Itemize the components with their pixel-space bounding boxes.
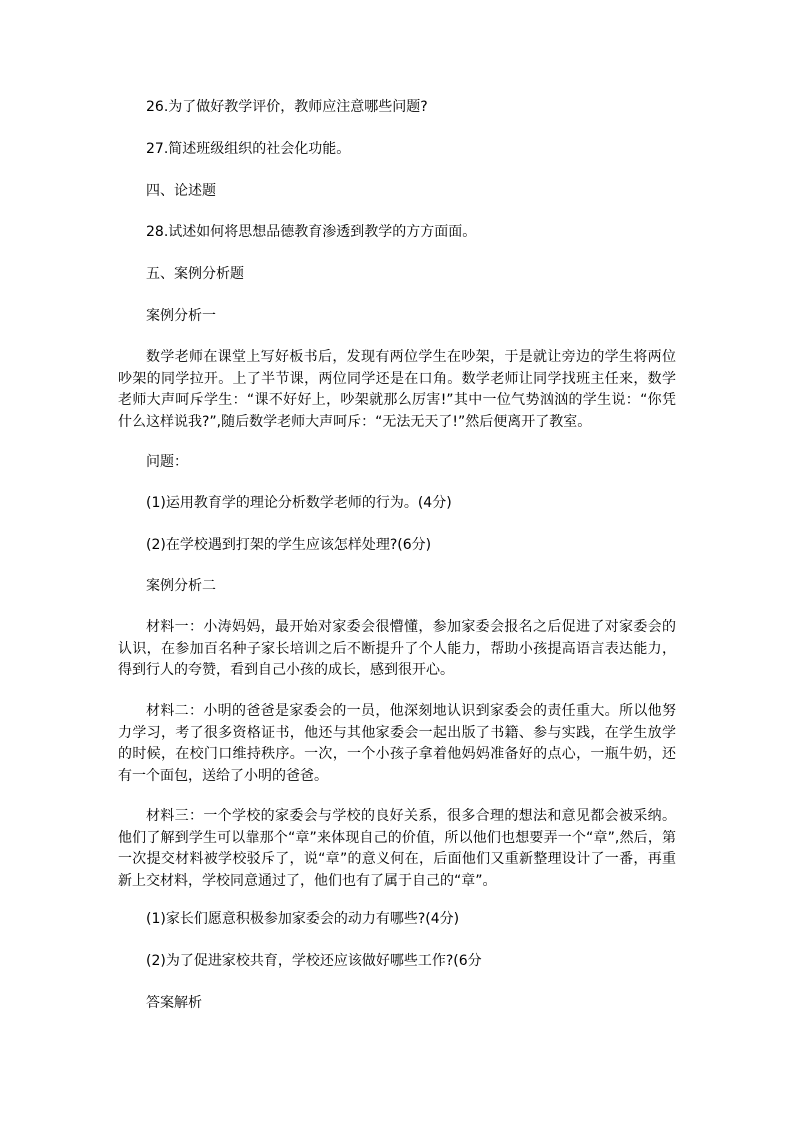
answer-analysis-label: 答案解析 [146, 995, 202, 1011]
questions-label: 问题： [146, 454, 188, 470]
question-26: 26.为了做好教学评价，教师应注意哪些问题? [146, 99, 428, 115]
material-2: 材料二：小明的爸爸是家委会的一员，他深刻地认识到家委会的责任重大。所以他努力学习，考了很多资格证书，他还与其他家委会一起出版了书籍、参与实践，在学生放学的时候，在校门口维持秩序。一次，一个小孩子拿着他妈妈准备好的点心，一瓶牛奶，还有一个面包，送给了小明的爸爸。 [118, 703, 676, 784]
case-1-title: 案例分析一 [146, 308, 216, 324]
material-1: 材料一：小涛妈妈，最开始对家委会很懵懂，参加家委会报名之后促进了对家委会的认识，在参加百名种子家长培训之后不断提升了个人能力，帮助小孩提高语言表达能力，得到行人的夸赞，看到自己小孩的成长，感到很开心。 [118, 619, 676, 678]
question-27: 27.简述班级组织的社会化功能。 [146, 141, 351, 157]
material-3: 材料三：一个学校的家委会与学校的良好关系，很多合理的想法和意见都会被采纳。他们了解到学生可以靠那个“章”来体现自己的价值，所以他们也想要弄一个“章”,然后，第一次提交材料被学校驳斥了，说“章”的意义何在，后面他们又重新整理设计了一番，再重新上交材料，学校同意通过了，他们也有了属于自己的“章”。 [118, 808, 676, 889]
question-28: 28.试述如何将思想品德教育渗透到教学的方方面面。 [146, 224, 477, 240]
case-2-question-2: (2)为了促进家校共育，学校还应该做好哪些工作?(6分 [146, 953, 482, 969]
case-2-title: 案例分析二 [146, 578, 216, 594]
case-1-question-1: (1)运用教育学的理论分析数学老师的行为。(4分) [146, 495, 452, 511]
case-1-question-2: (2)在学校遇到打架的学生应该怎样处理?(6分) [146, 537, 432, 553]
section-heading-case-analysis: 五、案例分析题 [146, 266, 244, 282]
case-1-text: 数学老师在课堂上写好板书后，发现有两位学生在吵架，于是就让旁边的学生将两位吵架的同学拉开。上了半节课，两位同学还是在口角。数学老师让同学找班主任来，数学老师大声呵斥学生：“课不好好上，吵架就那么厉害!”其中一位气势汹汹的学生说：“你凭什么这样说我?”,随后数学老师大声呵斥：“无法无天了!”然后便离开了教室。 [118, 349, 676, 430]
section-heading-essay: 四、论述题 [146, 183, 216, 199]
case-2-question-1: (1)家长们愿意积极参加家委会的动力有哪些?(4分) [146, 911, 460, 927]
